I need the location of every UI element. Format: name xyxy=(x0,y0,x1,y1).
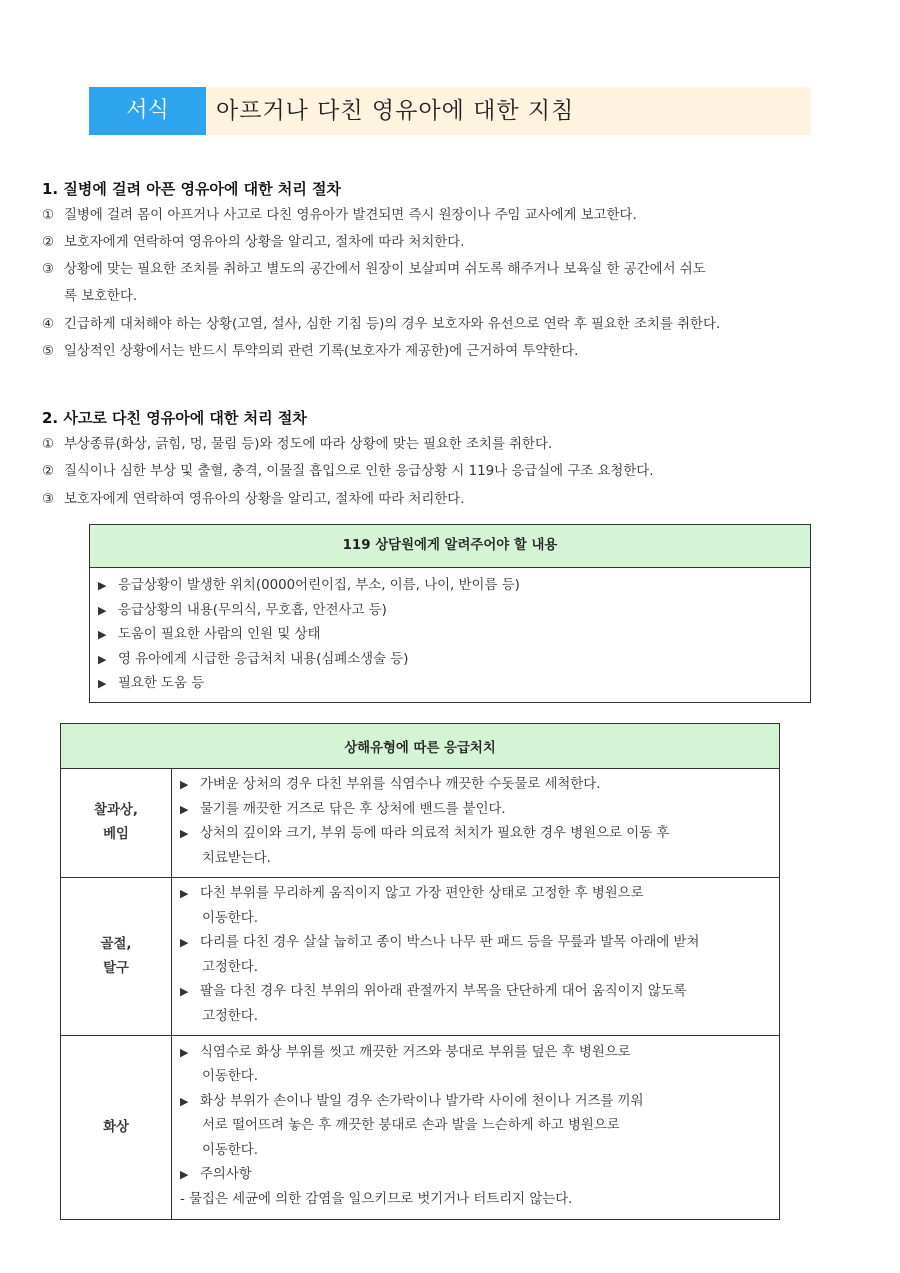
step-line xyxy=(180,882,773,907)
triangle-bullet-icon: ▶ xyxy=(180,887,189,900)
triangle-bullet-icon: ▶ xyxy=(98,603,107,617)
section1-item xyxy=(42,229,862,256)
list-item-text: 영 유아에게 시급한 응급처치 내용(심폐소생술 등) xyxy=(118,651,409,667)
section1-item xyxy=(42,311,862,338)
step-text: 물기를 깨끗한 거즈로 닦은 후 상처에 밴드를 붙인다. xyxy=(200,801,506,817)
item-text: 부상종류(화상, 긁힘, 멍, 물림 등)와 정도에 따라 상황에 맞는 필요한 조치를 취한다. xyxy=(64,437,553,452)
first-aid-steps xyxy=(172,769,780,878)
item-number: ① xyxy=(42,208,55,223)
section1-item xyxy=(42,202,862,229)
triangle-bullet-icon: ▶ xyxy=(180,778,189,791)
step-line xyxy=(180,907,773,932)
step-text: 이동한다. xyxy=(202,1069,258,1085)
item-text: 질식이나 심한 부상 및 출혈, 충격, 이물질 흡입으로 인한 응급상황 시 119나 응급실에 구조 요청한다. xyxy=(64,464,654,479)
triangle-bullet-icon: ▶ xyxy=(180,985,189,998)
item-text: 상황에 맞는 필요한 조치를 취하고 별도의 공간에서 원장이 보살피며 쉬도록 해주거나 보육실 한 공간에서 쉬도 xyxy=(64,262,706,277)
item-number: ③ xyxy=(42,262,55,277)
item-text: 보호자에게 연락하여 영유아의 상황을 알리고, 절차에 따라 처리한다. xyxy=(64,492,465,507)
item-number: ④ xyxy=(42,317,55,332)
step-line xyxy=(180,822,773,847)
step-text: 화상 부위가 손이나 발일 경우 손가락이나 발가락 사이에 천이나 거즈를 끼워 xyxy=(200,1093,644,1109)
section2-title: 2. 사고로 다친 영유아에 대한 처리 절차 xyxy=(42,409,307,427)
step-line xyxy=(180,1065,773,1090)
injury-type xyxy=(61,769,172,878)
injury-type-line: 탈구 xyxy=(103,960,129,976)
table-row xyxy=(61,1036,780,1220)
step-line xyxy=(180,773,773,798)
step-line xyxy=(180,980,773,1005)
step-text: 이동한다. xyxy=(202,910,258,926)
injury-type-line: 화상 xyxy=(103,1119,129,1135)
first-aid-steps xyxy=(172,878,780,1036)
table-header-row xyxy=(61,724,780,769)
item-text: 일상적인 상황에서는 반드시 투약의뢰 관련 기록(보호자가 제공한)에 근거하여 투약한다. xyxy=(64,344,579,359)
injury-type-line: 골절, xyxy=(100,936,132,952)
triangle-bullet-icon: ▶ xyxy=(180,1094,189,1108)
triangle-bullet-icon: ▶ xyxy=(180,827,189,840)
item-number: ③ xyxy=(42,492,55,507)
list-item-text: 필요한 도움 등 xyxy=(118,676,205,691)
item-text: 긴급하게 대처해야 하는 상황(고열, 설사, 심한 기침 등)의 경우 보호자와 유선으로 연락 후 필요한 조치를 취한다. xyxy=(64,317,721,332)
list-item xyxy=(98,623,810,648)
first-aid-steps xyxy=(172,1036,780,1220)
step-text: 다리를 다친 경우 살살 눕히고 종이 박스나 나무 판 패드 등을 무릎과 발목 아래에 받쳐 xyxy=(200,935,700,950)
list-item-text: 응급상황의 내용(무의식, 무호흡, 안전사고 등) xyxy=(118,602,387,618)
section1-item xyxy=(42,256,862,310)
triangle-bullet-icon: ▶ xyxy=(180,802,189,816)
list-item xyxy=(98,672,810,697)
section2-item xyxy=(42,458,862,485)
list-item-text: 도움이 필요한 사람의 인원 및 상태 xyxy=(118,627,321,642)
section1-item xyxy=(42,338,862,365)
box-title: 119 상담원에게 알려주어야 할 내용 xyxy=(90,525,810,568)
step-text: 주의사항 xyxy=(200,1167,252,1183)
step-line xyxy=(180,1005,773,1030)
triangle-bullet-icon: ▶ xyxy=(180,1045,189,1059)
injury-type xyxy=(61,1036,172,1220)
triangle-bullet-icon: ▶ xyxy=(180,936,189,949)
step-line xyxy=(180,1139,773,1164)
list-item xyxy=(98,648,810,673)
step-text: 이동한다. xyxy=(202,1142,258,1158)
table-row xyxy=(61,878,780,1036)
item-number: ⑤ xyxy=(42,344,55,359)
form-tag: 서식 xyxy=(89,87,206,135)
triangle-bullet-icon: ▶ xyxy=(98,652,107,666)
first-aid-table xyxy=(60,723,780,1220)
step-text: 고정한다. xyxy=(202,1008,258,1024)
step-line xyxy=(180,1114,773,1139)
table-title: 상해유형에 따른 응급처치 xyxy=(61,724,780,769)
step-text: 치료받는다. xyxy=(202,850,271,866)
list-item-text: 응급상황이 발생한 위치(0000어린이집, 부소, 이름, 나이, 반이름 등) xyxy=(118,578,520,593)
step-text: 서로 떨어뜨려 놓은 후 깨끗한 붕대로 손과 발을 느슨하게 하고 병원으로 xyxy=(202,1118,620,1134)
step-text: 다친 부위를 무리하게 움직이지 않고 가장 편안한 상태로 고정한 후 병원으로 xyxy=(200,886,644,901)
step-line xyxy=(180,798,773,823)
step-line xyxy=(180,1188,773,1213)
section2-item xyxy=(42,486,862,513)
triangle-bullet-icon: ▶ xyxy=(180,1168,189,1182)
section1-title: 1. 질병에 걸려 아픈 영유아에 대한 처리 절차 xyxy=(42,180,342,198)
step-text: - 물집은 세균에 의한 감염을 일으키므로 벗기거나 터트리지 않는다. xyxy=(180,1191,573,1207)
document-header xyxy=(89,87,811,135)
section2-item xyxy=(42,431,862,458)
triangle-bullet-icon: ▶ xyxy=(98,677,107,690)
item-text: 보호자에게 연락하여 영유아의 상황을 알리고, 절차에 따라 처치한다. xyxy=(64,235,465,250)
step-text: 팔을 다친 경우 다친 부위의 위아래 관절까지 부목을 단단하게 대어 움직이지 않도록 xyxy=(200,984,687,999)
triangle-bullet-icon: ▶ xyxy=(98,628,107,641)
item-text-continued: 록 보호한다. xyxy=(64,289,138,304)
item-text: 질병에 걸려 몸이 아프거나 사고로 다친 영유아가 발견되면 즉시 원장이나 주임 교사에게 보고한다. xyxy=(64,208,637,223)
injury-type xyxy=(61,878,172,1036)
item-number: ② xyxy=(42,235,55,250)
triangle-bullet-icon: ▶ xyxy=(98,579,107,592)
list-item xyxy=(98,574,810,599)
emergency-call-info-box xyxy=(89,524,811,703)
step-line xyxy=(180,847,773,872)
step-line xyxy=(180,956,773,981)
step-line xyxy=(180,1041,773,1066)
item-number: ① xyxy=(42,437,55,452)
step-text: 가벼운 상처의 경우 다친 부위를 식염수나 깨끗한 수돗물로 세척한다. xyxy=(200,777,601,792)
table-row xyxy=(61,769,780,878)
step-text: 고정한다. xyxy=(202,959,258,975)
step-line xyxy=(180,931,773,956)
injury-type-line: 찰과상, xyxy=(94,803,138,818)
info-list xyxy=(90,568,810,697)
step-line xyxy=(180,1163,773,1188)
injury-type-line: 베임 xyxy=(103,827,129,842)
step-line xyxy=(180,1090,773,1115)
step-text: 상처의 깊이와 크기, 부위 등에 따라 의료적 처치가 필요한 경우 병원으로 이동 후 xyxy=(200,826,670,841)
list-item xyxy=(98,599,810,624)
step-text: 식염수로 화상 부위를 씻고 깨끗한 거즈와 붕대로 부위를 덮은 후 병원으로 xyxy=(200,1044,631,1060)
document-title: 아프거나 다친 영유아에 대한 지침 xyxy=(206,87,811,135)
item-number: ② xyxy=(42,464,55,479)
